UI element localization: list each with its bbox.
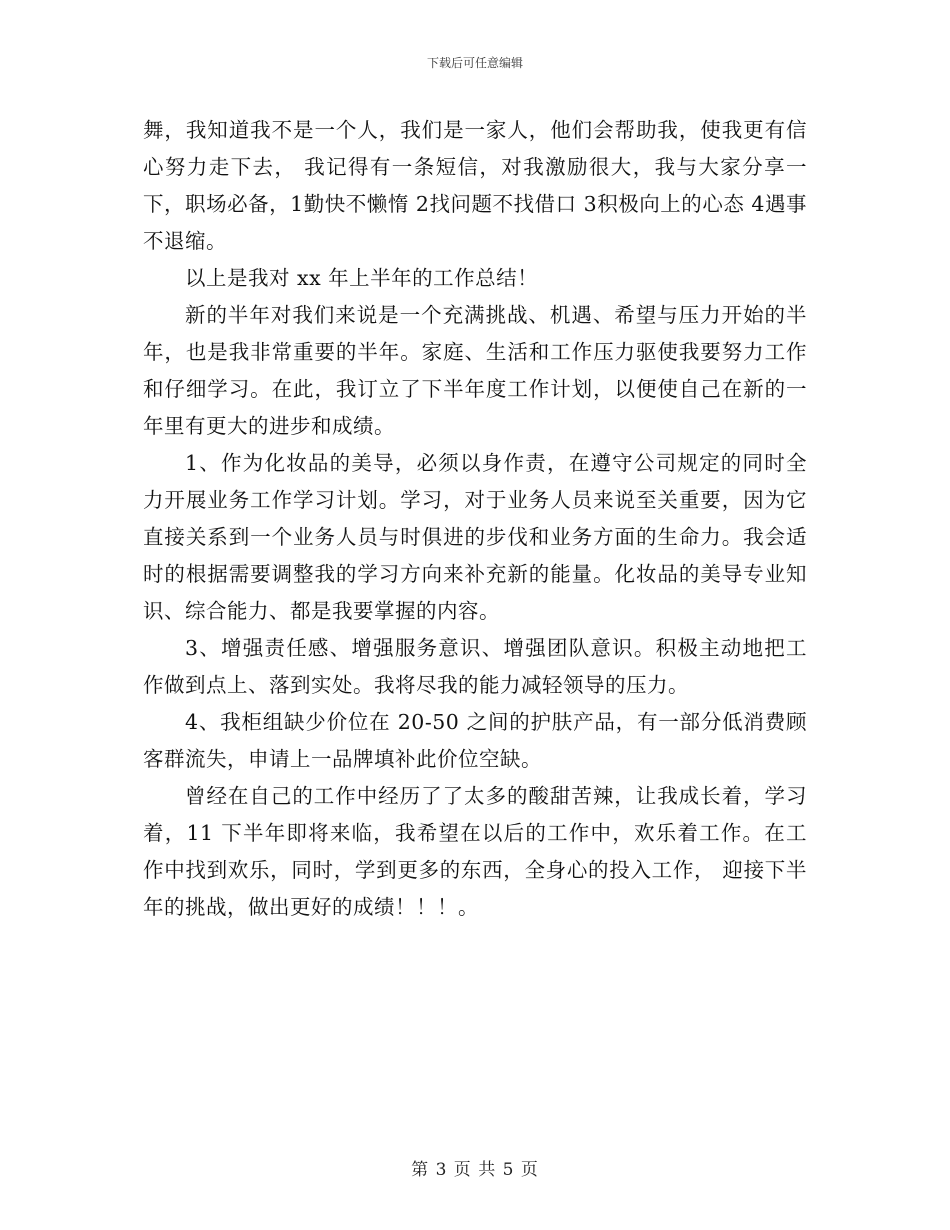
paragraph-7: 曾经在自己的工作中经历了了太多的酸甜苦辣，让我成长着，学习着，11 下半年即将来临，我希望在以后的工作中，欢乐着工作。在工作中找到欢乐，同时，学到更多的东西，全身心的投入工作， 迎接下半年的挑战，做出更好的成绩！！！。	[143, 784, 807, 919]
paragraph-3: 新的半年对我们来说是一个充满挑战、机遇、希望与压力开始的半年，也是我非常重要的半年。家庭、生活和工作压力驱使我要努力工作和仔细学习。在此，我订立了下半年度工作计划，以便使自己在新的一年里有更大的进步和成绩。	[143, 303, 807, 438]
paragraph-6: 4、我柜组缺少价位在 20-50 之间的护肤产品，有一部分低消费顾客群流失，申请上一品牌填补此价位空缺。	[143, 710, 807, 771]
document-body	[143, 112, 807, 926]
paragraph-5: 3、增强责任感、增强服务意识、增强团队意识。积极主动地把工作做到点上、落到实处。我将尽我的能力减轻领导的压力。	[143, 636, 807, 697]
paragraph-4: 1、作为化妆品的美导，必须以身作责，在遵守公司规定的同时全力开展业务工作学习计划。学习，对于业务人员来说至关重要，因为它直接关系到一个业务人员与时俱进的步伐和业务方面的生命力。我会适时的根据需要调整我的学习方向来补充新的能量。化妆品的美导专业知识、综合能力、都是我要掌握的内容。	[143, 451, 807, 623]
paragraph-1: 舞，我知道我不是一个人，我们是一家人，他们会帮助我，使我更有信心努力走下去， 我记得有一条短信，对我激励很大，我与大家分享一下，职场必备，1勤快不懒惰 2找问题不找借口 3积极向上的心态 4遇事不退缩。	[143, 118, 807, 253]
page-footer: 第 3 页 共 5 页	[411, 1160, 539, 1180]
page-header: 下载后可任意编辑	[426, 56, 523, 70]
paragraph-2: 以上是我对 xx 年上半年的工作总结！	[185, 266, 539, 290]
